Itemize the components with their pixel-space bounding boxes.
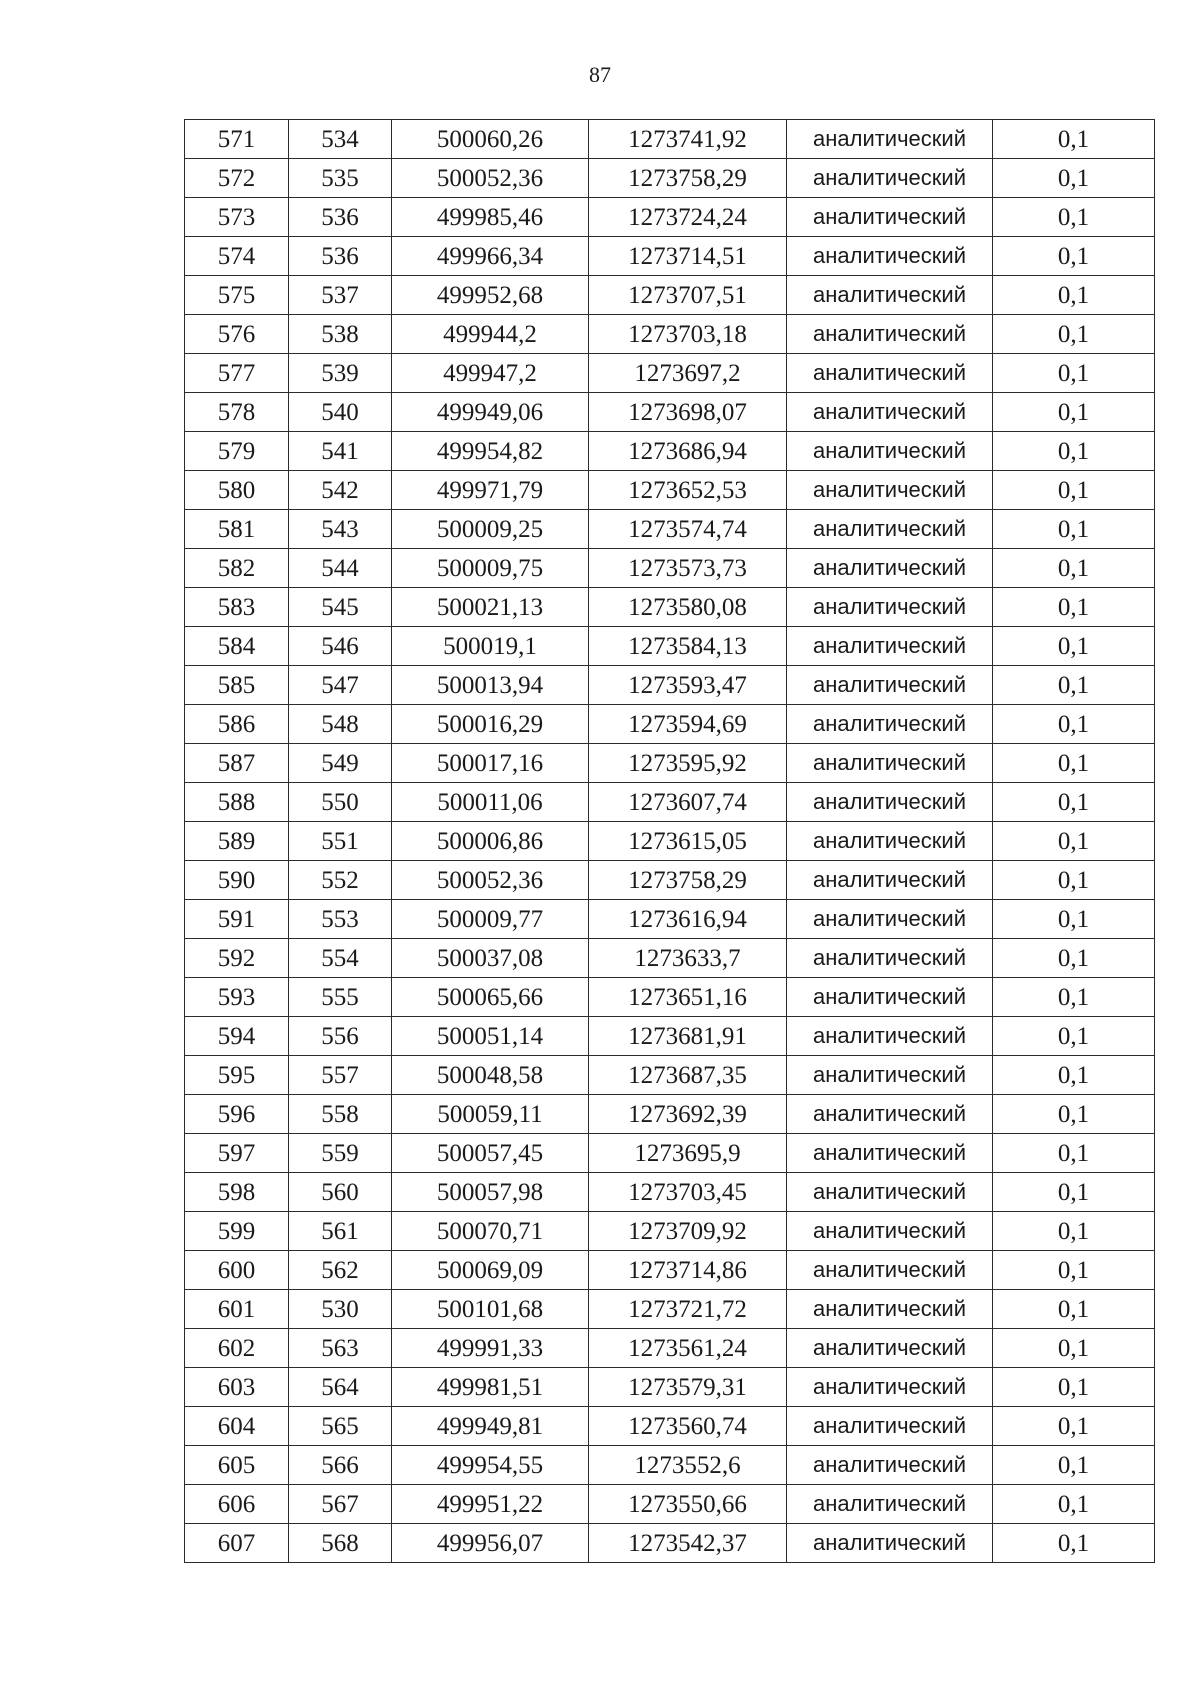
cell-y-coordinate: 1273703,18	[589, 315, 787, 354]
cell-accuracy: 0,1	[993, 705, 1155, 744]
coordinates-table	[184, 119, 1155, 1563]
cell-method: аналитический	[787, 1485, 993, 1524]
cell-accuracy: 0,1	[993, 471, 1155, 510]
cell-point-number: 563	[289, 1329, 392, 1368]
table-row	[185, 393, 1155, 432]
cell-y-coordinate: 1273714,86	[589, 1251, 787, 1290]
cell-accuracy: 0,1	[993, 1134, 1155, 1173]
table-row	[185, 627, 1155, 666]
cell-row-number: 602	[185, 1329, 289, 1368]
cell-x-coordinate: 500052,36	[392, 861, 589, 900]
cell-point-number: 561	[289, 1212, 392, 1251]
cell-point-number: 567	[289, 1485, 392, 1524]
cell-x-coordinate: 499981,51	[392, 1368, 589, 1407]
table-row	[185, 705, 1155, 744]
cell-row-number: 593	[185, 978, 289, 1017]
cell-method: аналитический	[787, 1251, 993, 1290]
cell-row-number: 592	[185, 939, 289, 978]
cell-row-number: 603	[185, 1368, 289, 1407]
cell-method: аналитический	[787, 276, 993, 315]
cell-y-coordinate: 1273584,13	[589, 627, 787, 666]
cell-point-number: 536	[289, 198, 392, 237]
cell-x-coordinate: 499947,2	[392, 354, 589, 393]
cell-y-coordinate: 1273687,35	[589, 1056, 787, 1095]
cell-y-coordinate: 1273681,91	[589, 1017, 787, 1056]
cell-accuracy: 0,1	[993, 159, 1155, 198]
cell-method: аналитический	[787, 159, 993, 198]
cell-y-coordinate: 1273550,66	[589, 1485, 787, 1524]
cell-y-coordinate: 1273724,24	[589, 198, 787, 237]
cell-accuracy: 0,1	[993, 1524, 1155, 1563]
cell-accuracy: 0,1	[993, 1017, 1155, 1056]
cell-point-number: 552	[289, 861, 392, 900]
cell-method: аналитический	[787, 1017, 993, 1056]
cell-point-number: 534	[289, 120, 392, 159]
cell-method: аналитический	[787, 510, 993, 549]
cell-method: аналитический	[787, 198, 993, 237]
cell-method: аналитический	[787, 822, 993, 861]
cell-point-number: 530	[289, 1290, 392, 1329]
cell-accuracy: 0,1	[993, 549, 1155, 588]
table-row	[185, 1290, 1155, 1329]
cell-row-number: 594	[185, 1017, 289, 1056]
cell-y-coordinate: 1273741,92	[589, 120, 787, 159]
cell-point-number: 546	[289, 627, 392, 666]
cell-row-number: 576	[185, 315, 289, 354]
cell-accuracy: 0,1	[993, 120, 1155, 159]
cell-point-number: 559	[289, 1134, 392, 1173]
cell-row-number: 574	[185, 237, 289, 276]
cell-accuracy: 0,1	[993, 276, 1155, 315]
table-row	[185, 276, 1155, 315]
table-row	[185, 1251, 1155, 1290]
cell-x-coordinate: 500059,11	[392, 1095, 589, 1134]
cell-y-coordinate: 1273686,94	[589, 432, 787, 471]
cell-row-number: 572	[185, 159, 289, 198]
cell-x-coordinate: 500009,25	[392, 510, 589, 549]
table-row	[185, 159, 1155, 198]
cell-accuracy: 0,1	[993, 666, 1155, 705]
cell-row-number: 598	[185, 1173, 289, 1212]
cell-y-coordinate: 1273560,74	[589, 1407, 787, 1446]
cell-row-number: 596	[185, 1095, 289, 1134]
cell-accuracy: 0,1	[993, 1485, 1155, 1524]
table-row	[185, 822, 1155, 861]
cell-row-number: 601	[185, 1290, 289, 1329]
cell-x-coordinate: 499952,68	[392, 276, 589, 315]
cell-accuracy: 0,1	[993, 354, 1155, 393]
cell-row-number: 588	[185, 783, 289, 822]
table-row	[185, 1095, 1155, 1134]
table-row	[185, 1485, 1155, 1524]
cell-point-number: 535	[289, 159, 392, 198]
cell-point-number: 539	[289, 354, 392, 393]
cell-accuracy: 0,1	[993, 1173, 1155, 1212]
cell-x-coordinate: 500069,09	[392, 1251, 589, 1290]
cell-accuracy: 0,1	[993, 822, 1155, 861]
cell-accuracy: 0,1	[993, 627, 1155, 666]
cell-x-coordinate: 500019,1	[392, 627, 589, 666]
cell-method: аналитический	[787, 1134, 993, 1173]
cell-y-coordinate: 1273579,31	[589, 1368, 787, 1407]
cell-point-number: 537	[289, 276, 392, 315]
cell-point-number: 565	[289, 1407, 392, 1446]
cell-y-coordinate: 1273703,45	[589, 1173, 787, 1212]
cell-x-coordinate: 499951,22	[392, 1485, 589, 1524]
cell-x-coordinate: 499985,46	[392, 198, 589, 237]
cell-x-coordinate: 499991,33	[392, 1329, 589, 1368]
table-row	[185, 237, 1155, 276]
cell-x-coordinate: 500037,08	[392, 939, 589, 978]
cell-accuracy: 0,1	[993, 861, 1155, 900]
cell-row-number: 583	[185, 588, 289, 627]
cell-y-coordinate: 1273758,29	[589, 861, 787, 900]
table-row	[185, 666, 1155, 705]
table-row	[185, 861, 1155, 900]
cell-row-number: 584	[185, 627, 289, 666]
cell-point-number: 538	[289, 315, 392, 354]
cell-method: аналитический	[787, 1290, 993, 1329]
cell-row-number: 595	[185, 1056, 289, 1095]
coordinates-table-body	[185, 120, 1155, 1563]
cell-x-coordinate: 499949,06	[392, 393, 589, 432]
cell-y-coordinate: 1273652,53	[589, 471, 787, 510]
cell-x-coordinate: 500065,66	[392, 978, 589, 1017]
cell-y-coordinate: 1273651,16	[589, 978, 787, 1017]
cell-accuracy: 0,1	[993, 198, 1155, 237]
cell-accuracy: 0,1	[993, 510, 1155, 549]
cell-y-coordinate: 1273573,73	[589, 549, 787, 588]
table-row	[185, 198, 1155, 237]
cell-point-number: 560	[289, 1173, 392, 1212]
cell-y-coordinate: 1273594,69	[589, 705, 787, 744]
cell-row-number: 586	[185, 705, 289, 744]
cell-row-number: 606	[185, 1485, 289, 1524]
cell-point-number: 543	[289, 510, 392, 549]
cell-y-coordinate: 1273758,29	[589, 159, 787, 198]
cell-x-coordinate: 499949,81	[392, 1407, 589, 1446]
cell-point-number: 566	[289, 1446, 392, 1485]
cell-y-coordinate: 1273593,47	[589, 666, 787, 705]
cell-point-number: 549	[289, 744, 392, 783]
cell-y-coordinate: 1273574,74	[589, 510, 787, 549]
cell-method: аналитический	[787, 1446, 993, 1485]
cell-method: аналитический	[787, 939, 993, 978]
cell-method: аналитический	[787, 354, 993, 393]
cell-y-coordinate: 1273615,05	[589, 822, 787, 861]
cell-row-number: 580	[185, 471, 289, 510]
cell-accuracy: 0,1	[993, 783, 1155, 822]
table-row	[185, 1368, 1155, 1407]
cell-method: аналитический	[787, 666, 993, 705]
cell-accuracy: 0,1	[993, 900, 1155, 939]
cell-x-coordinate: 500021,13	[392, 588, 589, 627]
cell-accuracy: 0,1	[993, 1251, 1155, 1290]
cell-point-number: 555	[289, 978, 392, 1017]
cell-x-coordinate: 499966,34	[392, 237, 589, 276]
cell-method: аналитический	[787, 588, 993, 627]
cell-row-number: 571	[185, 120, 289, 159]
table-row	[185, 744, 1155, 783]
cell-x-coordinate: 500057,98	[392, 1173, 589, 1212]
cell-row-number: 573	[185, 198, 289, 237]
cell-x-coordinate: 500016,29	[392, 705, 589, 744]
cell-row-number: 578	[185, 393, 289, 432]
table-row	[185, 1017, 1155, 1056]
cell-row-number: 585	[185, 666, 289, 705]
cell-method: аналитический	[787, 1173, 993, 1212]
cell-method: аналитический	[787, 978, 993, 1017]
cell-point-number: 540	[289, 393, 392, 432]
cell-accuracy: 0,1	[993, 1407, 1155, 1446]
cell-y-coordinate: 1273697,2	[589, 354, 787, 393]
cell-accuracy: 0,1	[993, 1095, 1155, 1134]
cell-x-coordinate: 500013,94	[392, 666, 589, 705]
cell-accuracy: 0,1	[993, 1446, 1155, 1485]
table-row	[185, 939, 1155, 978]
cell-point-number: 562	[289, 1251, 392, 1290]
table-row	[185, 120, 1155, 159]
table-row	[185, 1212, 1155, 1251]
cell-y-coordinate: 1273580,08	[589, 588, 787, 627]
table-row	[185, 315, 1155, 354]
cell-point-number: 551	[289, 822, 392, 861]
cell-point-number: 550	[289, 783, 392, 822]
table-row	[185, 354, 1155, 393]
cell-y-coordinate: 1273698,07	[589, 393, 787, 432]
cell-accuracy: 0,1	[993, 315, 1155, 354]
cell-x-coordinate: 499954,82	[392, 432, 589, 471]
cell-x-coordinate: 500048,58	[392, 1056, 589, 1095]
cell-accuracy: 0,1	[993, 978, 1155, 1017]
table-row	[185, 1134, 1155, 1173]
cell-row-number: 581	[185, 510, 289, 549]
table-row	[185, 978, 1155, 1017]
cell-method: аналитический	[787, 744, 993, 783]
page-number: 87	[589, 62, 611, 87]
cell-y-coordinate: 1273692,39	[589, 1095, 787, 1134]
cell-method: аналитический	[787, 120, 993, 159]
table-row	[185, 1173, 1155, 1212]
cell-row-number: 577	[185, 354, 289, 393]
cell-row-number: 591	[185, 900, 289, 939]
cell-x-coordinate: 500006,86	[392, 822, 589, 861]
cell-point-number: 556	[289, 1017, 392, 1056]
cell-y-coordinate: 1273552,6	[589, 1446, 787, 1485]
cell-x-coordinate: 500009,75	[392, 549, 589, 588]
cell-point-number: 564	[289, 1368, 392, 1407]
cell-accuracy: 0,1	[993, 1368, 1155, 1407]
cell-accuracy: 0,1	[993, 1329, 1155, 1368]
cell-accuracy: 0,1	[993, 1212, 1155, 1251]
cell-point-number: 557	[289, 1056, 392, 1095]
cell-row-number: 607	[185, 1524, 289, 1563]
table-row	[185, 1407, 1155, 1446]
cell-method: аналитический	[787, 627, 993, 666]
cell-method: аналитический	[787, 1524, 993, 1563]
table-row	[185, 900, 1155, 939]
cell-y-coordinate: 1273633,7	[589, 939, 787, 978]
cell-row-number: 582	[185, 549, 289, 588]
cell-point-number: 553	[289, 900, 392, 939]
cell-method: аналитический	[787, 1095, 993, 1134]
cell-x-coordinate: 500052,36	[392, 159, 589, 198]
cell-method: аналитический	[787, 315, 993, 354]
cell-x-coordinate: 499944,2	[392, 315, 589, 354]
cell-accuracy: 0,1	[993, 744, 1155, 783]
cell-method: аналитический	[787, 783, 993, 822]
cell-method: аналитический	[787, 1329, 993, 1368]
cell-accuracy: 0,1	[993, 1290, 1155, 1329]
table-row	[185, 1446, 1155, 1485]
cell-accuracy: 0,1	[993, 393, 1155, 432]
cell-point-number: 541	[289, 432, 392, 471]
cell-row-number: 597	[185, 1134, 289, 1173]
cell-y-coordinate: 1273707,51	[589, 276, 787, 315]
cell-point-number: 536	[289, 237, 392, 276]
cell-x-coordinate: 500101,68	[392, 1290, 589, 1329]
cell-y-coordinate: 1273721,72	[589, 1290, 787, 1329]
cell-x-coordinate: 500057,45	[392, 1134, 589, 1173]
cell-accuracy: 0,1	[993, 588, 1155, 627]
table-row	[185, 1329, 1155, 1368]
table-row	[185, 1056, 1155, 1095]
cell-row-number: 600	[185, 1251, 289, 1290]
cell-x-coordinate: 499954,55	[392, 1446, 589, 1485]
cell-method: аналитический	[787, 1407, 993, 1446]
cell-row-number: 605	[185, 1446, 289, 1485]
cell-y-coordinate: 1273714,51	[589, 237, 787, 276]
cell-x-coordinate: 500070,71	[392, 1212, 589, 1251]
cell-y-coordinate: 1273542,37	[589, 1524, 787, 1563]
table-row	[185, 549, 1155, 588]
cell-x-coordinate: 499971,79	[392, 471, 589, 510]
cell-method: аналитический	[787, 1212, 993, 1251]
cell-row-number: 604	[185, 1407, 289, 1446]
cell-point-number: 542	[289, 471, 392, 510]
cell-y-coordinate: 1273695,9	[589, 1134, 787, 1173]
cell-point-number: 547	[289, 666, 392, 705]
cell-x-coordinate: 500009,77	[392, 900, 589, 939]
cell-x-coordinate: 500060,26	[392, 120, 589, 159]
table-row	[185, 471, 1155, 510]
cell-method: аналитический	[787, 1056, 993, 1095]
cell-row-number: 589	[185, 822, 289, 861]
cell-point-number: 545	[289, 588, 392, 627]
cell-method: аналитический	[787, 432, 993, 471]
cell-method: аналитический	[787, 237, 993, 276]
table-row	[185, 588, 1155, 627]
table-row	[185, 783, 1155, 822]
cell-accuracy: 0,1	[993, 237, 1155, 276]
cell-x-coordinate: 499956,07	[392, 1524, 589, 1563]
cell-method: аналитический	[787, 471, 993, 510]
cell-accuracy: 0,1	[993, 939, 1155, 978]
cell-method: аналитический	[787, 393, 993, 432]
cell-method: аналитический	[787, 900, 993, 939]
table-row	[185, 432, 1155, 471]
table-row	[185, 510, 1155, 549]
cell-point-number: 548	[289, 705, 392, 744]
cell-x-coordinate: 500017,16	[392, 744, 589, 783]
cell-y-coordinate: 1273709,92	[589, 1212, 787, 1251]
cell-accuracy: 0,1	[993, 1056, 1155, 1095]
cell-point-number: 568	[289, 1524, 392, 1563]
cell-x-coordinate: 500051,14	[392, 1017, 589, 1056]
cell-accuracy: 0,1	[993, 432, 1155, 471]
cell-y-coordinate: 1273595,92	[589, 744, 787, 783]
cell-method: аналитический	[787, 549, 993, 588]
cell-y-coordinate: 1273616,94	[589, 900, 787, 939]
cell-point-number: 554	[289, 939, 392, 978]
cell-x-coordinate: 500011,06	[392, 783, 589, 822]
cell-method: аналитический	[787, 1368, 993, 1407]
cell-method: аналитический	[787, 705, 993, 744]
cell-row-number: 590	[185, 861, 289, 900]
cell-point-number: 558	[289, 1095, 392, 1134]
cell-row-number: 587	[185, 744, 289, 783]
table-row	[185, 1524, 1155, 1563]
cell-row-number: 575	[185, 276, 289, 315]
cell-row-number: 579	[185, 432, 289, 471]
cell-row-number: 599	[185, 1212, 289, 1251]
cell-y-coordinate: 1273607,74	[589, 783, 787, 822]
cell-method: аналитический	[787, 861, 993, 900]
cell-point-number: 544	[289, 549, 392, 588]
cell-y-coordinate: 1273561,24	[589, 1329, 787, 1368]
